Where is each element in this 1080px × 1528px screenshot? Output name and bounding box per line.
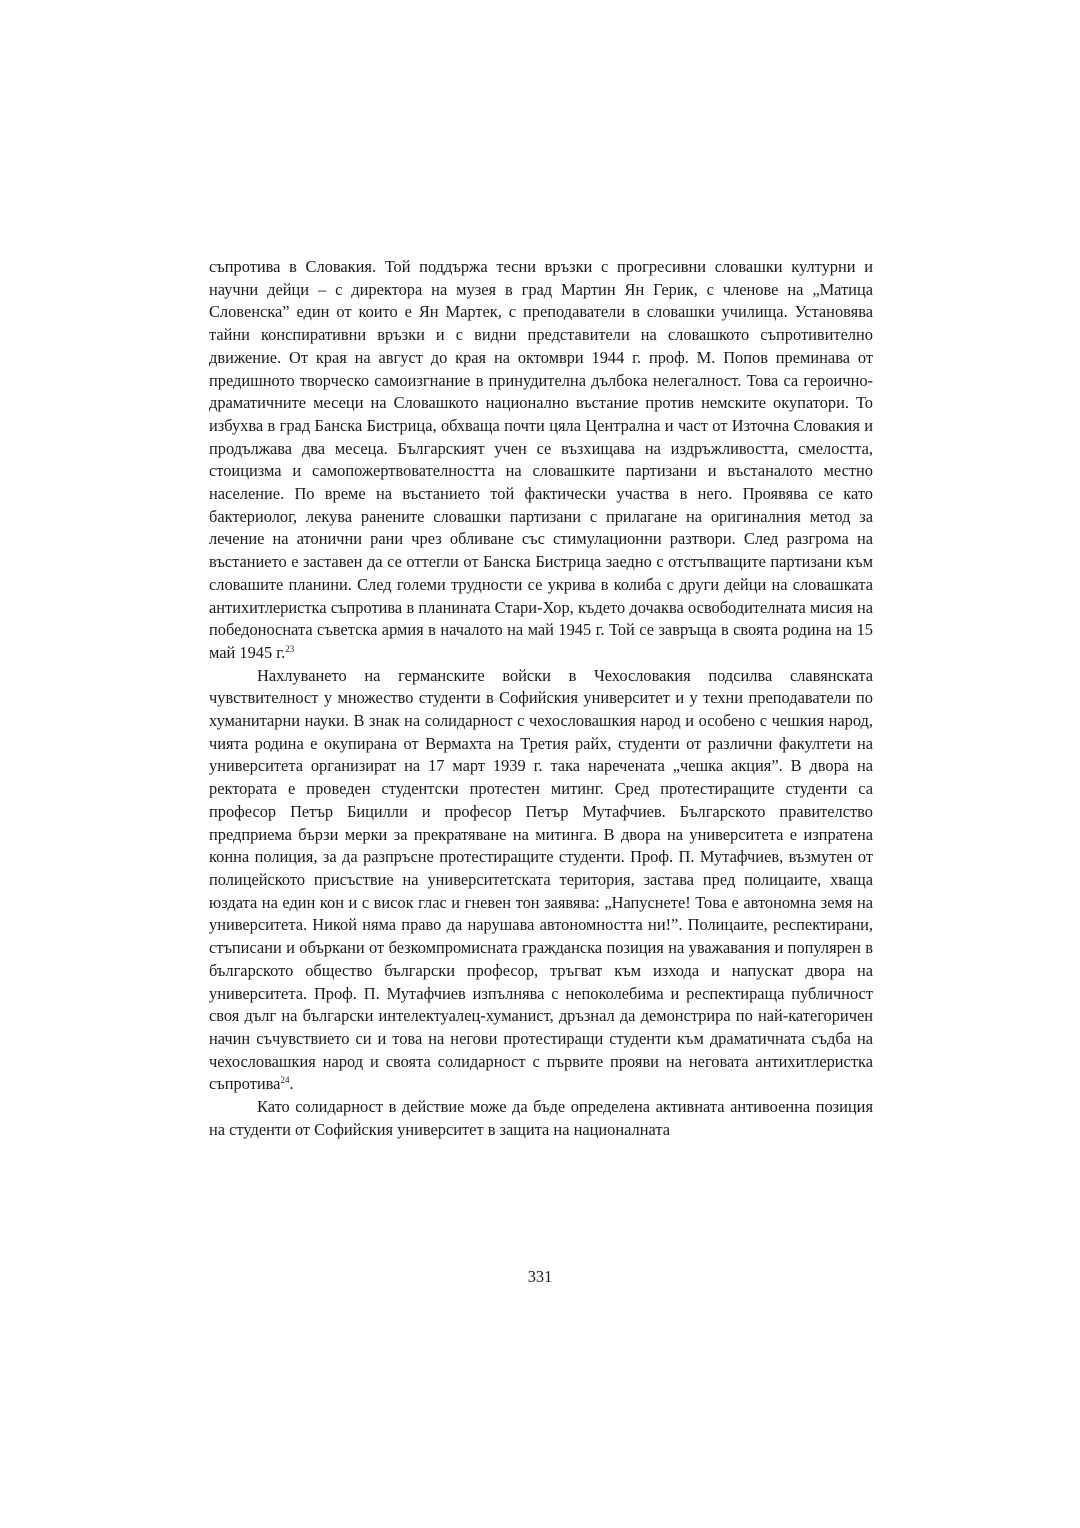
paragraph-2-end: . [289, 1074, 294, 1094]
paragraph-3-text: Като солидарност в действие може да бъде определена активната антивоенна позиция на студенти от Софийския университет в защита на националната [209, 1097, 873, 1139]
paragraph-3 [209, 1096, 873, 1141]
paragraph-1 [209, 256, 873, 665]
page-number: 331 [527, 1267, 553, 1286]
paragraph-1-text: съпротива в Словакия. Той поддържа тесни връзки с прогресивни словашки културни и научни дейци – с директора на музея в град Мартин Ян Герик, с членове на „Матица Словенска” един от които е Ян Мартек, с преподаватели в словашки училища. Установява тайни конспиративни връзки и с видни представители на словашкото съпротивително движение. От края на август до края на октомври 1944 г. проф. М. Попов преминава от предишното творческо самоизгнание в принудителна дълбока нелегалност. Това са героично-драматичните месеци на Словашкото национално въстание против немските окупатори. То избухва в град Банска Бистрица, обхваща почти цяла Централна и част от Източна Словакия и продължава два месеца. Българският учен се възхищава на издръжливостта, смелостта, стоицизма и самопожертвователността на словашките партизани и въстаналото местно население. По време на въстанието той фактически участва в него. Проявява се като бактериолог, лекува ранените словашки партизани с прилагане на оригиналния метод за лечение на атонични рани чрез обливане със стимулационни разтвори. След разгрома на въстанието е заставен да се оттегли от Банска Бистрица заедно с отстъпващите партизани към словашите планини. След големи трудности се укрива в колиба с други дейци на словашката антихитлеристка съпротива в планината Стари-Хор, където дочаква освободителната мисия на победоносната съветска армия в началото на май 1945 г. Той се завръща в своята родина на 15 май 1945 г. [209, 257, 873, 662]
body-text [209, 256, 873, 1141]
paragraph-2 [209, 665, 873, 1096]
footnote-marker-24: 24 [280, 1075, 290, 1086]
paragraph-2-text: Нахлуването на германските войски в Чехословакия подсилва славянската чувствителност у множество студенти в Софийския университет и у техни преподаватели по хуманитарни науки. В знак на солидарност с чехословашкия народ и особено с чешкия народ, чията родина е окупирана от Вермахта на Третия райх, студенти от различни факултети на университета организират на 17 март 1939 г. така наречената „чешка акция”. В двора на ректората е проведен студентски протестен митинг. Сред протестиращите студенти са професор Петър Бицилли и професор Петър Мутафчиев. Българското правителство предприема бързи мерки за прекратяване на митинга. В двора на университета е изпратена конна полиция, за да разпръсне протестиращите студенти. Проф. П. Мутафчиев, възмутен от полицейското присъствие на университетската територия, застава пред полицаите, хваща юздата на един кон и с висок глас и гневен тон заявява: „Напуснете! Това е автономна земя на университета. Никой няма право да нарушава автономността ни!”. Полицаите, респектирани, стъписани и объркани от безкомпромисната гражданска позиция на уважавания и популярен в българското общество български професор, тръгват към изхода и напускат двора на университета. Проф. П. Мутафчиев изпълнява с непоколебима и респектираща публичност своя дълг на български интелектуалец-хуманист, дръзнал да демонстрира по най-категоричен начин съчувствието си и това на негови протестиращи студенти към драматичната съдба на чехословашкия народ и своята солидарност с първите прояви на неговата антихитлеристка съпротива [209, 665, 873, 1094]
footnote-marker-23: 23 [285, 643, 295, 654]
